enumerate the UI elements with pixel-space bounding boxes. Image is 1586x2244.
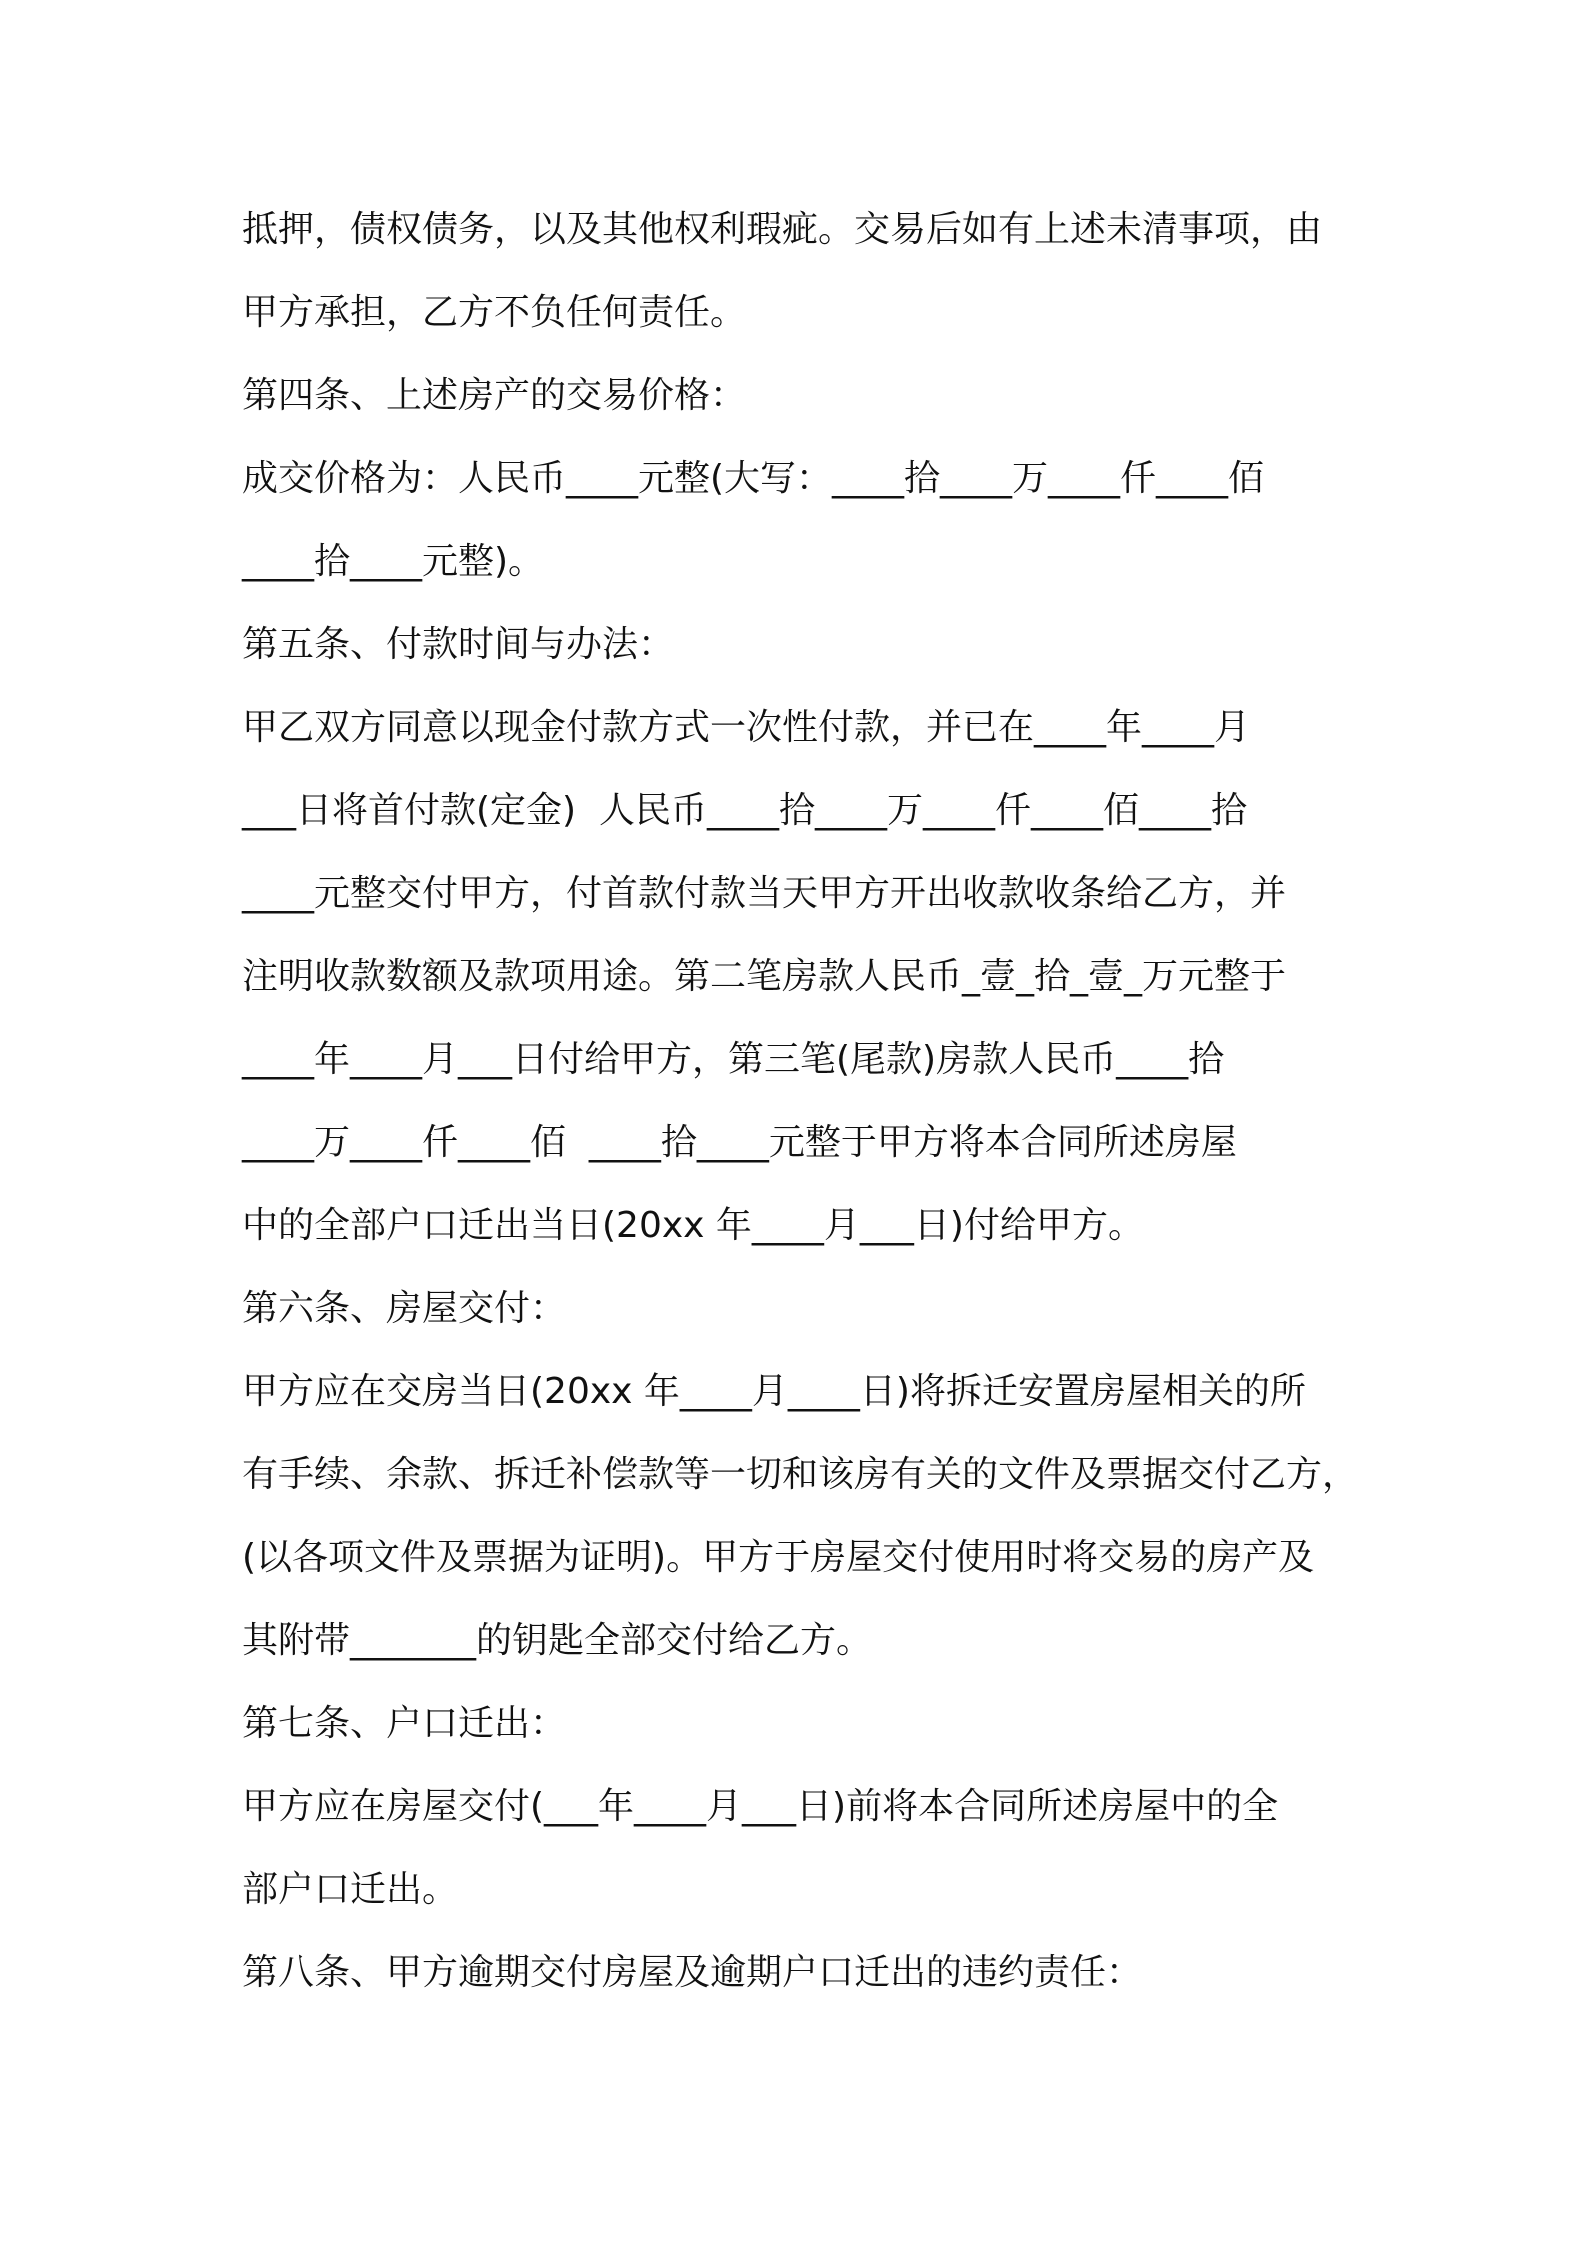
text-line-4: 成交价格为：人民币____元整(大写：____拾____万____仟____佰 bbox=[242, 458, 1265, 499]
text-line-18: 其附带_______的钥匙全部交付给乙方。 bbox=[242, 1620, 873, 1661]
text-line-10: 注明收款数额及款项用途。第二笔房款人民币_壹_拾_壹_万元整于 bbox=[242, 956, 1287, 997]
article-6-heading: 第六条、房屋交付： bbox=[242, 1288, 567, 1329]
article-8-heading: 第八条、甲方逾期交付房屋及逾期户口迁出的违约责任： bbox=[242, 1952, 1143, 1993]
text-line-12: ____万____仟____佰 ____拾____元整于甲方将本合同所述房屋 bbox=[242, 1122, 1237, 1163]
text-line-17: (以各项文件及票据为证明)。甲方于房屋交付使用时将交易的房产及 bbox=[242, 1537, 1315, 1578]
article-4-heading: 第四条、上述房产的交易价格： bbox=[242, 375, 747, 416]
text-line-7: 甲乙双方同意以现金付款方式一次性付款，并已在____年____月 bbox=[242, 707, 1251, 748]
text-line-13: 中的全部户口迁出当日(20xx 年____月___日)付给甲方。 bbox=[242, 1205, 1144, 1246]
text-line-2: 甲方承担，乙方不负任何责任。 bbox=[242, 292, 747, 333]
article-5-heading: 第五条、付款时间与办法： bbox=[242, 624, 675, 665]
text-line-20: 甲方应在房屋交付(___年____月___日)前将本合同所述房屋中的全 bbox=[242, 1786, 1279, 1827]
text-line-15: 甲方应在交房当日(20xx 年____月____日)将拆迁安置房屋相关的所 bbox=[242, 1371, 1306, 1412]
text-line-5: ____拾____元整)。 bbox=[242, 541, 545, 582]
article-7-heading: 第七条、户口迁出： bbox=[242, 1703, 567, 1744]
text-line-9: ____元整交付甲方，付首款付款当天甲方开出收款收条给乙方，并 bbox=[242, 873, 1287, 914]
text-line-16: 有手续、余款、拆迁补偿款等一切和该房有关的文件及票据交付乙方， bbox=[242, 1454, 1359, 1495]
text-line-11: ____年____月___日付给甲方，第三笔(尾款)房款人民币____拾 bbox=[242, 1039, 1225, 1080]
text-line-8: ___日将首付款(定金) 人民币____拾____万____仟____佰____拾 bbox=[242, 790, 1247, 831]
text-line-21: 部户口迁出。 bbox=[242, 1869, 459, 1910]
text-line-1: 抵押，债权债务，以及其他权利瑕疵。交易后如有上述未清事项，由 bbox=[242, 209, 1323, 250]
